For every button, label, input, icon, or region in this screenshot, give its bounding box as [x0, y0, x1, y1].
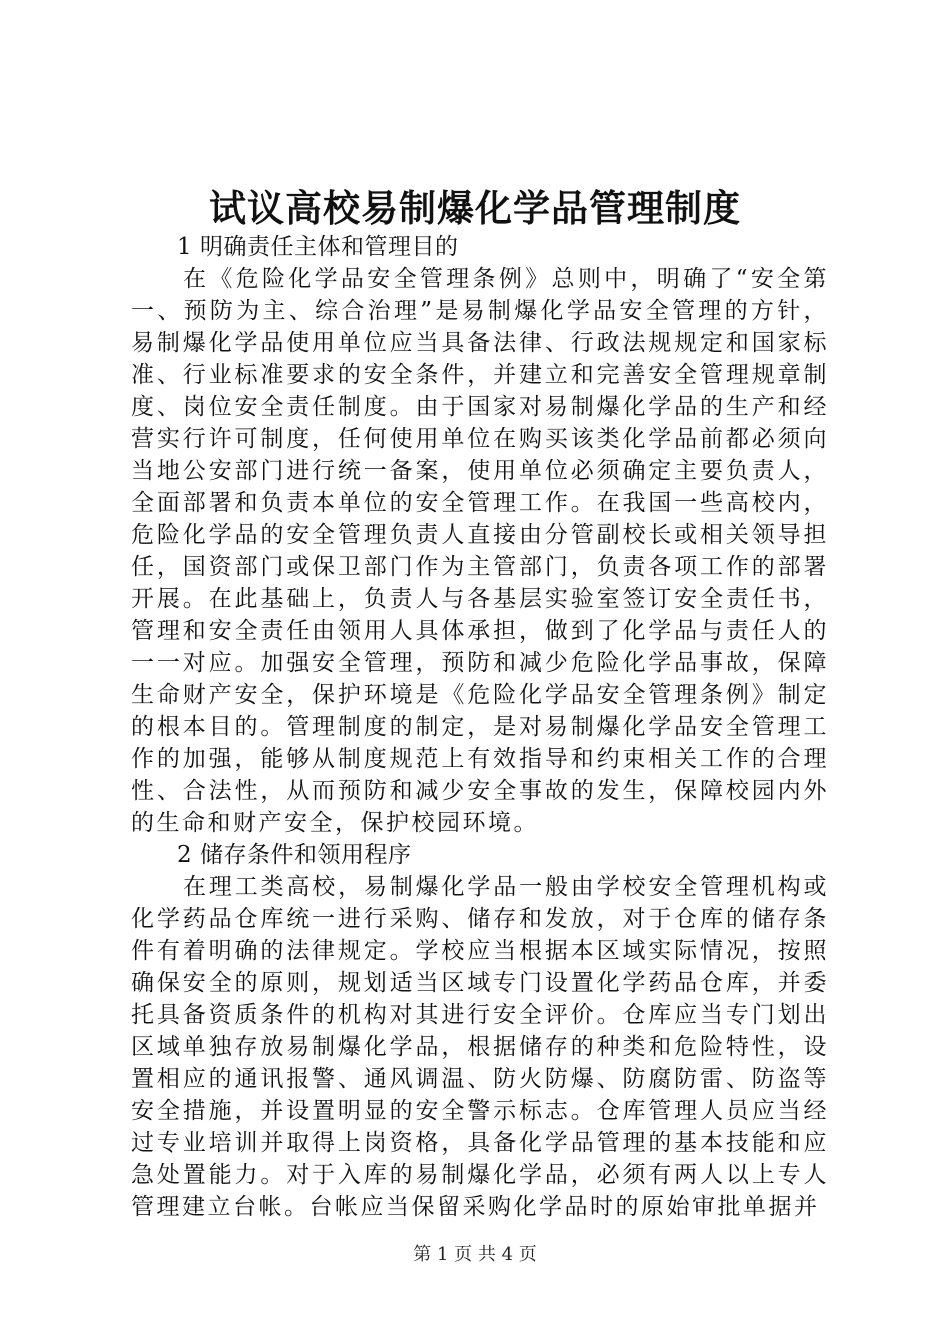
document-title: 试议高校易制爆化学品管理制度 [209, 186, 741, 230]
document-body [131, 231, 829, 1223]
section-heading: 2 储存条件和领用程序 [177, 842, 412, 868]
page-footer: 第 1 页 共 4 页 [413, 1244, 537, 1265]
section-paragraph: 在理工类高校，易制爆化学品一般由学校安全管理机构或化学药品仓库统一进行采购、储存和发放，对于仓库的储存条件有着明确的法律规定。学校应当根据本区域实际情况，按照确保安全的原则，规划适当区域专门设置化学药品仓库，并委托具备资质条件的机构对其进行安全评价。仓库应当专门划出区域单独存放易制爆化学品，根据储存的种类和危险特性，设置相应的通讯报警、通风调温、防火防爆、防腐防雷、防盗等安全措施，并设置明显的安全警示标志。仓库管理人员应当经过专业培训并取得上岗资格，具备化学品管理的基本技能和应急处置能力。对于入库的易制爆化学品，必须有两人以上专人管理建立台帐。台帐应当保留采购化学品时的原始审批单据并 [131, 874, 829, 1220]
section-2 [131, 839, 829, 1223]
section-1 [131, 231, 829, 839]
section-paragraph: 在《危险化学品安全管理条例》总则中，明确了“安全第一、预防为主、综合治理”是易制爆化学品安全管理的方针，易制爆化学品使用单位应当具备法律、行政法规规定和国家标准、行业标准要求的安全条件，并建立和完善安全管理规章制度、岗位安全责任制度。由于国家对易制爆化学品的生产和经营实行许可制度，任何使用单位在购买该类化学品前都必须向当地公安部门进行统一备案，使用单位必须确定主要负责人，全面部署和负责本单位的安全管理工作。在我国一些高校内，危险化学品的安全管理负责人直接由分管副校长或相关领导担任，国资部门或保卫部门作为主管部门，负责各项工作的部署开展。在此基础上，负责人与各基层实验室签订安全责任书，管理和安全责任由领用人具体承担，做到了化学品与责任人的一一对应。加强安全管理，预防和减少危险化学品事故，保障生命财产安全，保护环境是《危险化学品安全管理条例》制定的根本目的。管理制度的制定，是对易制爆化学品安全管理工作的加强，能够从制度规范上有效指导和约束相关工作的合理性、合法性，从而预防和减少安全事故的发生，保障校园内外的生命和财产安全，保护校园环境。 [131, 266, 829, 836]
section-heading: 1 明确责任主体和管理目的 [177, 234, 459, 260]
